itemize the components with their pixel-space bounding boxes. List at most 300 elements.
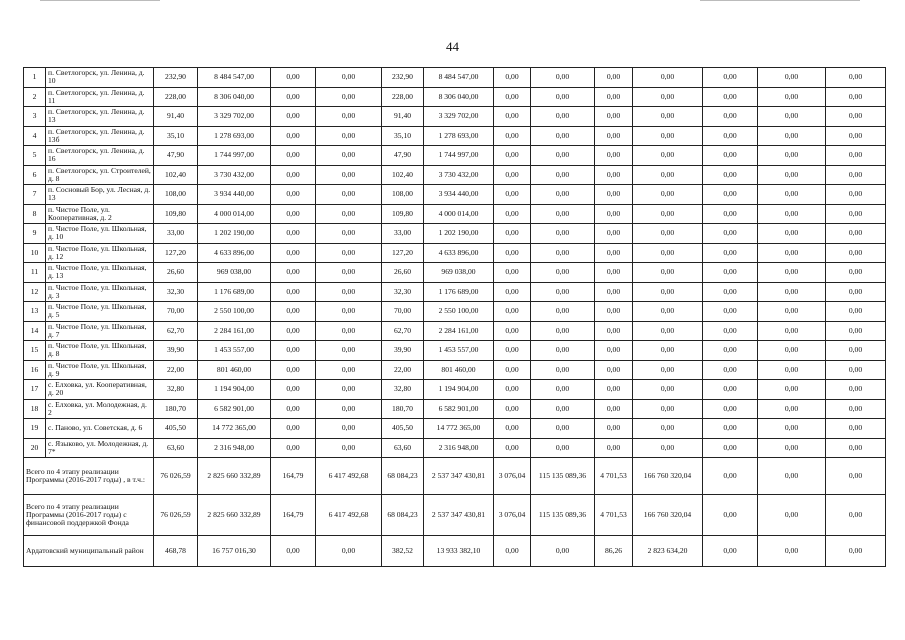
total-value-cell: 166 760 320,04: [633, 495, 703, 536]
address-cell: с. Елховка, ул. Молодежная, д. 2: [46, 399, 154, 419]
value-cell: 0,00: [494, 302, 531, 322]
value-cell: 0,00: [703, 302, 758, 322]
total-value-cell: 0,00: [494, 536, 531, 567]
value-cell: 0,00: [703, 224, 758, 244]
value-cell: 4 000 014,00: [424, 204, 494, 224]
value-cell: 0,00: [758, 107, 826, 127]
value-cell: 32,80: [382, 380, 424, 400]
value-cell: 62,70: [382, 321, 424, 341]
value-cell: 2 550 100,00: [424, 302, 494, 322]
value-cell: 0,00: [494, 341, 531, 361]
value-cell: 0,00: [826, 107, 886, 127]
value-cell: 0,00: [271, 68, 316, 88]
value-cell: 0,00: [531, 341, 595, 361]
total-value-cell: 13 933 382,10: [424, 536, 494, 567]
table-row: [24, 68, 886, 88]
value-cell: 0,00: [703, 263, 758, 283]
value-cell: 0,00: [316, 146, 382, 166]
value-cell: 2 316 948,00: [198, 438, 271, 458]
value-cell: 1 278 693,00: [198, 126, 271, 146]
value-cell: 0,00: [531, 380, 595, 400]
value-cell: 0,00: [494, 185, 531, 205]
value-cell: 0,00: [758, 165, 826, 185]
total-value-cell: 0,00: [531, 536, 595, 567]
value-cell: 91,40: [154, 107, 198, 127]
value-cell: 0,00: [758, 68, 826, 88]
value-cell: 39,90: [154, 341, 198, 361]
value-cell: 0,00: [271, 126, 316, 146]
value-cell: 0,00: [271, 165, 316, 185]
table-row: [24, 341, 886, 361]
value-cell: 0,00: [633, 341, 703, 361]
value-cell: 6 582 901,00: [198, 399, 271, 419]
value-cell: 0,00: [494, 146, 531, 166]
value-cell: 0,00: [531, 87, 595, 107]
value-cell: 0,00: [316, 224, 382, 244]
table-row: [24, 360, 886, 380]
value-cell: 32,30: [382, 282, 424, 302]
value-cell: 70,00: [382, 302, 424, 322]
value-cell: 32,30: [154, 282, 198, 302]
value-cell: 0,00: [531, 399, 595, 419]
value-cell: 0,00: [271, 360, 316, 380]
row-number: 10: [24, 243, 46, 263]
value-cell: 0,00: [758, 146, 826, 166]
value-cell: 0,00: [595, 243, 633, 263]
row-number: 16: [24, 360, 46, 380]
value-cell: 109,80: [154, 204, 198, 224]
value-cell: 33,00: [382, 224, 424, 244]
total-label: Всего по 4 этапу реализации Программы (2016-2017 годы) с финансовой поддержкой Фонда: [24, 495, 154, 536]
value-cell: 0,00: [633, 399, 703, 419]
value-cell: 91,40: [382, 107, 424, 127]
value-cell: 1 453 557,00: [424, 341, 494, 361]
total-value-cell: 164,79: [271, 458, 316, 495]
address-cell: п. Светлогорск, ул. Ленина, д. 16: [46, 146, 154, 166]
value-cell: 2 284 161,00: [424, 321, 494, 341]
total-value-cell: 0,00: [271, 536, 316, 567]
row-number: 4: [24, 126, 46, 146]
value-cell: 0,00: [595, 263, 633, 283]
value-cell: 0,00: [494, 165, 531, 185]
value-cell: 0,00: [633, 282, 703, 302]
value-cell: 127,20: [382, 243, 424, 263]
value-cell: 180,70: [154, 399, 198, 419]
value-cell: 0,00: [531, 68, 595, 88]
page-number: 44: [446, 39, 459, 54]
value-cell: 35,10: [382, 126, 424, 146]
total-value-cell: 68 084,23: [382, 458, 424, 495]
top-divider: [700, 0, 860, 1]
value-cell: 0,00: [758, 87, 826, 107]
address-cell: п. Чистое Поле, ул. Школьная, д. 3: [46, 282, 154, 302]
value-cell: 0,00: [633, 321, 703, 341]
value-cell: 0,00: [758, 399, 826, 419]
value-cell: 405,50: [154, 419, 198, 439]
value-cell: 1 202 190,00: [424, 224, 494, 244]
value-cell: 0,00: [316, 321, 382, 341]
value-cell: 0,00: [595, 419, 633, 439]
value-cell: 0,00: [595, 146, 633, 166]
value-cell: 0,00: [633, 68, 703, 88]
value-cell: 0,00: [703, 282, 758, 302]
value-cell: 0,00: [595, 360, 633, 380]
total-value-cell: 4 701,53: [595, 495, 633, 536]
value-cell: 0,00: [316, 68, 382, 88]
value-cell: 0,00: [595, 224, 633, 244]
value-cell: 0,00: [595, 126, 633, 146]
value-cell: 47,90: [382, 146, 424, 166]
value-cell: 2 316 948,00: [424, 438, 494, 458]
value-cell: 8 484 547,00: [198, 68, 271, 88]
value-cell: 0,00: [826, 341, 886, 361]
value-cell: 0,00: [703, 360, 758, 380]
value-cell: 0,00: [271, 146, 316, 166]
total-value-cell: 0,00: [316, 536, 382, 567]
address-cell: п. Чистое Поле, ул. Школьная, д. 9: [46, 360, 154, 380]
value-cell: 1 176 689,00: [198, 282, 271, 302]
value-cell: 0,00: [316, 282, 382, 302]
value-cell: 0,00: [494, 224, 531, 244]
value-cell: 0,00: [826, 243, 886, 263]
value-cell: 0,00: [494, 107, 531, 127]
value-cell: 0,00: [633, 302, 703, 322]
value-cell: 2 284 161,00: [198, 321, 271, 341]
value-cell: 0,00: [703, 380, 758, 400]
value-cell: 0,00: [595, 438, 633, 458]
value-cell: 0,00: [271, 107, 316, 127]
value-cell: 4 633 896,00: [198, 243, 271, 263]
value-cell: 0,00: [633, 380, 703, 400]
row-number: 11: [24, 263, 46, 283]
total-value-cell: 2 823 634,20: [633, 536, 703, 567]
value-cell: 0,00: [826, 321, 886, 341]
value-cell: 4 000 014,00: [198, 204, 271, 224]
value-cell: 127,20: [154, 243, 198, 263]
total-value-cell: 164,79: [271, 495, 316, 536]
table-row: [24, 263, 886, 283]
value-cell: 0,00: [316, 341, 382, 361]
row-number: 9: [24, 224, 46, 244]
total-value-cell: 76 026,59: [154, 458, 198, 495]
table-row: [24, 399, 886, 419]
total-row: [24, 495, 886, 536]
value-cell: 0,00: [595, 87, 633, 107]
value-cell: 0,00: [531, 438, 595, 458]
value-cell: 0,00: [271, 185, 316, 205]
total-value-cell: 468,78: [154, 536, 198, 567]
value-cell: 0,00: [703, 126, 758, 146]
table-row: [24, 185, 886, 205]
total-value-cell: 16 757 016,30: [198, 536, 271, 567]
value-cell: 0,00: [703, 165, 758, 185]
value-cell: 0,00: [633, 263, 703, 283]
value-cell: 0,00: [316, 126, 382, 146]
table-row: [24, 146, 886, 166]
value-cell: 70,00: [154, 302, 198, 322]
value-cell: 0,00: [531, 282, 595, 302]
value-cell: 0,00: [316, 204, 382, 224]
value-cell: 0,00: [494, 360, 531, 380]
row-number: 6: [24, 165, 46, 185]
total-value-cell: 3 076,04: [494, 495, 531, 536]
total-value-cell: 0,00: [703, 495, 758, 536]
value-cell: 3 934 440,00: [198, 185, 271, 205]
value-cell: 0,00: [316, 165, 382, 185]
value-cell: 0,00: [758, 360, 826, 380]
table-row: [24, 87, 886, 107]
value-cell: 0,00: [595, 302, 633, 322]
value-cell: 0,00: [316, 185, 382, 205]
value-cell: 0,00: [758, 282, 826, 302]
address-cell: с. Паново, ул. Советская, д. 6: [46, 419, 154, 439]
value-cell: 0,00: [758, 341, 826, 361]
value-cell: 0,00: [271, 438, 316, 458]
value-cell: 0,00: [271, 282, 316, 302]
value-cell: 0,00: [633, 165, 703, 185]
total-value-cell: 0,00: [758, 458, 826, 495]
value-cell: 0,00: [494, 438, 531, 458]
value-cell: 969 038,00: [424, 263, 494, 283]
value-cell: 0,00: [271, 399, 316, 419]
value-cell: 0,00: [595, 68, 633, 88]
value-cell: 0,00: [316, 107, 382, 127]
value-cell: 801 460,00: [198, 360, 271, 380]
value-cell: 232,90: [382, 68, 424, 88]
value-cell: 0,00: [595, 282, 633, 302]
value-cell: 0,00: [826, 224, 886, 244]
value-cell: 0,00: [826, 165, 886, 185]
value-cell: 0,00: [316, 438, 382, 458]
value-cell: 0,00: [531, 165, 595, 185]
value-cell: 0,00: [703, 419, 758, 439]
value-cell: 0,00: [595, 204, 633, 224]
value-cell: 0,00: [703, 321, 758, 341]
row-number: 3: [24, 107, 46, 127]
value-cell: 39,90: [382, 341, 424, 361]
value-cell: 0,00: [826, 302, 886, 322]
value-cell: 0,00: [271, 224, 316, 244]
value-cell: 0,00: [633, 185, 703, 205]
value-cell: 0,00: [758, 243, 826, 263]
value-cell: 0,00: [826, 146, 886, 166]
row-number: 14: [24, 321, 46, 341]
value-cell: 0,00: [595, 341, 633, 361]
value-cell: 0,00: [494, 419, 531, 439]
address-cell: п. Светлогорск, ул. Строителей, д. 8: [46, 165, 154, 185]
total-value-cell: 0,00: [826, 495, 886, 536]
row-number: 2: [24, 87, 46, 107]
value-cell: 26,60: [382, 263, 424, 283]
total-value-cell: 2 825 660 332,89: [198, 458, 271, 495]
value-cell: 63,60: [154, 438, 198, 458]
table-row: [24, 282, 886, 302]
value-cell: 0,00: [826, 380, 886, 400]
total-value-cell: 0,00: [826, 536, 886, 567]
value-cell: 0,00: [271, 380, 316, 400]
value-cell: 0,00: [703, 87, 758, 107]
value-cell: 62,70: [154, 321, 198, 341]
value-cell: 0,00: [494, 87, 531, 107]
value-cell: 0,00: [826, 126, 886, 146]
value-cell: 0,00: [531, 146, 595, 166]
row-number: 20: [24, 438, 46, 458]
total-value-cell: 0,00: [758, 536, 826, 567]
value-cell: 969 038,00: [198, 263, 271, 283]
table-row: [24, 380, 886, 400]
total-value-cell: 6 417 492,68: [316, 495, 382, 536]
total-value-cell: 4 701,53: [595, 458, 633, 495]
value-cell: 0,00: [758, 204, 826, 224]
value-cell: 1 194 904,00: [198, 380, 271, 400]
value-cell: 405,50: [382, 419, 424, 439]
total-value-cell: 86,26: [595, 536, 633, 567]
value-cell: 32,80: [154, 380, 198, 400]
value-cell: 0,00: [494, 321, 531, 341]
value-cell: 26,60: [154, 263, 198, 283]
value-cell: 0,00: [633, 419, 703, 439]
total-value-cell: 115 135 089,36: [531, 458, 595, 495]
value-cell: 1 202 190,00: [198, 224, 271, 244]
value-cell: 0,00: [316, 263, 382, 283]
value-cell: 33,00: [154, 224, 198, 244]
value-cell: 0,00: [826, 419, 886, 439]
table-row: [24, 126, 886, 146]
value-cell: 0,00: [271, 204, 316, 224]
value-cell: 0,00: [531, 243, 595, 263]
value-cell: 47,90: [154, 146, 198, 166]
value-cell: 0,00: [703, 243, 758, 263]
value-cell: 0,00: [758, 302, 826, 322]
value-cell: 0,00: [703, 438, 758, 458]
value-cell: 6 582 901,00: [424, 399, 494, 419]
value-cell: 801 460,00: [424, 360, 494, 380]
row-number: 19: [24, 419, 46, 439]
value-cell: 0,00: [758, 321, 826, 341]
value-cell: 0,00: [316, 302, 382, 322]
row-number: 5: [24, 146, 46, 166]
value-cell: 0,00: [531, 185, 595, 205]
row-number: 13: [24, 302, 46, 322]
table-row: [24, 321, 886, 341]
total-value-cell: 0,00: [758, 495, 826, 536]
value-cell: 180,70: [382, 399, 424, 419]
row-number: 7: [24, 185, 46, 205]
total-value-cell: 2 537 347 430,81: [424, 495, 494, 536]
total-value-cell: 76 026,59: [154, 495, 198, 536]
value-cell: 22,00: [382, 360, 424, 380]
value-cell: 14 772 365,00: [424, 419, 494, 439]
value-cell: 0,00: [271, 341, 316, 361]
value-cell: 0,00: [531, 302, 595, 322]
address-cell: п. Чистое Поле, ул. Школьная, д. 12: [46, 243, 154, 263]
value-cell: 0,00: [531, 263, 595, 283]
value-cell: 0,00: [633, 204, 703, 224]
value-cell: 0,00: [826, 282, 886, 302]
table-row: [24, 438, 886, 458]
value-cell: 0,00: [826, 204, 886, 224]
value-cell: 0,00: [271, 263, 316, 283]
value-cell: 0,00: [271, 321, 316, 341]
total-value-cell: 3 076,04: [494, 458, 531, 495]
value-cell: 8 306 040,00: [424, 87, 494, 107]
value-cell: 0,00: [633, 87, 703, 107]
value-cell: 0,00: [826, 438, 886, 458]
value-cell: 3 934 440,00: [424, 185, 494, 205]
value-cell: 1 744 997,00: [424, 146, 494, 166]
address-cell: п. Светлогорск, ул. Ленина, д. 11: [46, 87, 154, 107]
address-cell: с. Языково, ул. Молодежная, д. 7*: [46, 438, 154, 458]
value-cell: 0,00: [316, 87, 382, 107]
value-cell: 0,00: [271, 419, 316, 439]
table-row: [24, 204, 886, 224]
value-cell: 0,00: [316, 243, 382, 263]
value-cell: 0,00: [826, 87, 886, 107]
value-cell: 0,00: [494, 204, 531, 224]
value-cell: 0,00: [703, 204, 758, 224]
address-cell: п. Светлогорск, ул. Ленина, д. 13б: [46, 126, 154, 146]
value-cell: 0,00: [595, 321, 633, 341]
value-cell: 108,00: [382, 185, 424, 205]
value-cell: 0,00: [494, 263, 531, 283]
value-cell: 0,00: [633, 146, 703, 166]
value-cell: 8 484 547,00: [424, 68, 494, 88]
row-number: 18: [24, 399, 46, 419]
value-cell: 228,00: [154, 87, 198, 107]
value-cell: 0,00: [758, 380, 826, 400]
value-cell: 3 730 432,00: [424, 165, 494, 185]
total-label: Ардатовский муниципальный район: [24, 536, 154, 567]
total-value-cell: 0,00: [703, 458, 758, 495]
value-cell: 0,00: [531, 126, 595, 146]
address-cell: с. Елховка, ул. Кооперативная, д. 20: [46, 380, 154, 400]
value-cell: 0,00: [826, 185, 886, 205]
value-cell: 4 633 896,00: [424, 243, 494, 263]
total-value-cell: 0,00: [826, 458, 886, 495]
value-cell: 22,00: [154, 360, 198, 380]
value-cell: 0,00: [703, 341, 758, 361]
total-row: [24, 458, 886, 495]
value-cell: 0,00: [826, 68, 886, 88]
value-cell: 0,00: [703, 185, 758, 205]
value-cell: 0,00: [316, 419, 382, 439]
value-cell: 0,00: [595, 380, 633, 400]
table-row: [24, 302, 886, 322]
value-cell: 0,00: [271, 87, 316, 107]
value-cell: 0,00: [595, 185, 633, 205]
value-cell: 0,00: [758, 224, 826, 244]
value-cell: 0,00: [595, 165, 633, 185]
value-cell: 0,00: [758, 438, 826, 458]
row-number: 17: [24, 380, 46, 400]
value-cell: 0,00: [316, 399, 382, 419]
value-cell: 0,00: [494, 243, 531, 263]
address-cell: п. Чистое Поле, ул. Школьная, д. 13: [46, 263, 154, 283]
value-cell: 0,00: [758, 126, 826, 146]
value-cell: 0,00: [494, 68, 531, 88]
total-value-cell: 2 537 347 430,81: [424, 458, 494, 495]
value-cell: 14 772 365,00: [198, 419, 271, 439]
address-cell: п. Сосновый Бор, ул. Лесная, д. 13: [46, 185, 154, 205]
total-label: Всего по 4 этапу реализации Программы (2016-2017 годы) , в т.ч.:: [24, 458, 154, 495]
value-cell: 0,00: [595, 107, 633, 127]
value-cell: 232,90: [154, 68, 198, 88]
row-number: 15: [24, 341, 46, 361]
table-row: [24, 107, 886, 127]
value-cell: 0,00: [633, 224, 703, 244]
value-cell: 3 329 702,00: [424, 107, 494, 127]
address-cell: п. Чистое Поле, ул. Школьная, д. 8: [46, 341, 154, 361]
